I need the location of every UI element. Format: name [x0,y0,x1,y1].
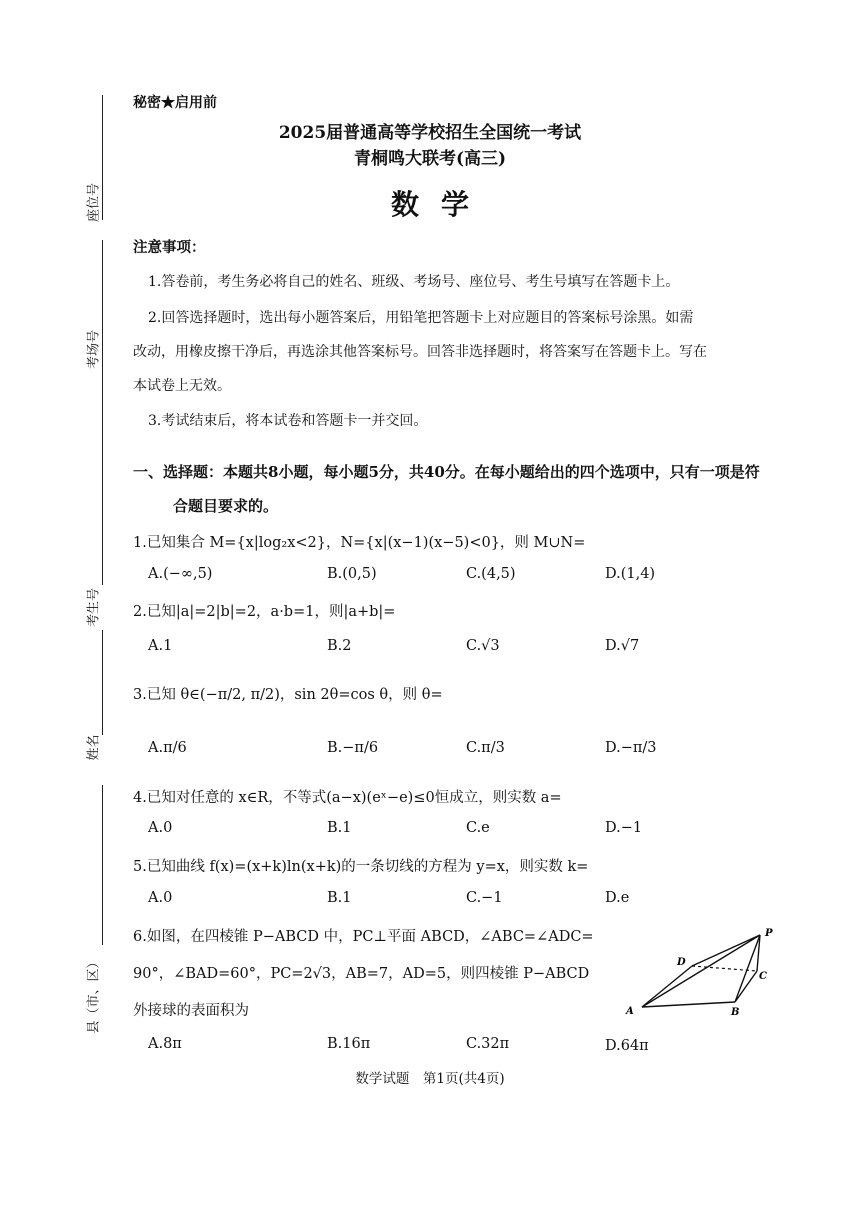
q2-option-b: B.2 [327,638,352,654]
notice-item-2: 2.回答选择题时，选出每小题答案后，用铅笔把答题卡上对应题目的答案标号涂黑。如需 [148,310,694,326]
question-3: 3.已知 θ∈(−π/2, π/2)，sin 2θ=cos θ，则 θ= [133,687,443,703]
notice-item-1: 1.答卷前，考生务必将自己的姓名、班级、考场号、座位号、考生号填写在答题卡上。 [148,274,680,290]
binding-line [102,630,103,735]
q1-option-c: C.(4,5) [466,566,516,582]
exam-number-label: 考生号 [86,588,102,628]
q3-option-a: A.π/6 [148,740,187,756]
question-6-cont: 90°，∠BAD=60°，PC=2√3，AB=7，AD=5，则四棱锥 P−ABCD [133,966,590,982]
label-p: P [765,928,773,939]
q4-option-d: D.−1 [605,820,643,836]
seat-label: 座位号 [86,183,102,223]
q5-option-c: C.−1 [466,890,503,906]
exam-room-label: 考场号 [86,330,102,370]
page-footer: 数学试题 第1页(共4页) [355,1071,505,1087]
q5-option-a: A.0 [148,890,173,906]
q6-option-b: B.16π [327,1036,371,1052]
q1-option-d: D.(1,4) [605,566,656,582]
label-d: D [677,957,686,968]
label-a: A [626,1006,634,1017]
q4-option-a: A.0 [148,820,173,836]
q2-option-c: C.√3 [466,638,500,654]
question-2: 2.已知|a|=2|b|=2，a·b=1，则|a+b|= [133,604,396,620]
label-b: B [731,1007,740,1018]
notice-item-2-cont: 本试卷上无效。 [133,378,231,394]
binding-line [102,240,103,405]
question-4: 4.已知对任意的 x∈R，不等式(a−x)(eˣ−e)≤0恒成立，则实数 a= [133,790,562,806]
question-5: 5.已知曲线 f(x)=(x+k)ln(x+k)的一条切线的方程为 y=x，则实数 k= [133,859,589,875]
q2-option-a: A.1 [148,638,173,654]
section-heading-cont: 合题目要求的。 [173,497,279,515]
q6-option-d: D.64π [605,1038,649,1054]
q3-option-b: B.−π/6 [327,740,379,756]
q3-option-c: C.π/3 [466,740,505,756]
question-1: 1.已知集合 M={x|log₂x<2}，N={x|(x−1)(x−5)<0}，则 M∪N= [133,535,586,551]
section-heading: 一、选择题：本题共8小题，每小题5分，共40分。在每小题给出的四个选项中，只有一项是符 [133,463,760,481]
q5-option-d: D.e [605,890,630,906]
notice-item-2-cont: 改动，用橡皮擦干净后，再选涂其他答案标号。回答非选择题时，将答案写在答题卡上。写在 [133,344,707,360]
q4-option-c: C.e [466,820,490,836]
pyramid-figure [620,920,790,1025]
q3-option-d: D.−π/3 [605,740,657,756]
binding-line [102,785,103,945]
q6-option-c: C.32π [466,1036,510,1052]
q1-option-b: B.(0,5) [327,566,377,582]
name-label: 姓名 [86,734,102,761]
q6-option-a: A.8π [148,1036,182,1052]
q1-option-a: A.(−∞,5) [148,566,213,582]
county-label: 县（市、区） [86,955,102,1034]
notice-item-3: 3.考试结束后，将本试卷和答题卡一并交回。 [148,413,428,429]
question-6-cont: 外接球的表面积为 [133,1003,249,1019]
binding-line [102,395,103,585]
question-6: 6.如图，在四棱锥 P−ABCD 中，PC⊥平面 ABCD，∠ABC=∠ADC= [133,929,594,945]
q4-option-b: B.1 [327,820,352,836]
exam-title: 2025届普通高等学校招生全国统一考试 [278,123,582,143]
notice-heading: 注意事项： [133,239,206,256]
q5-option-b: B.1 [327,890,352,906]
confidential-mark: 秘密★启用前 [133,95,217,111]
label-c: C [759,971,767,982]
subject-title: 数学 [390,188,491,221]
exam-subtitle: 青桐鸣大联考(高三) [353,149,507,169]
q2-option-d: D.√7 [605,638,640,654]
